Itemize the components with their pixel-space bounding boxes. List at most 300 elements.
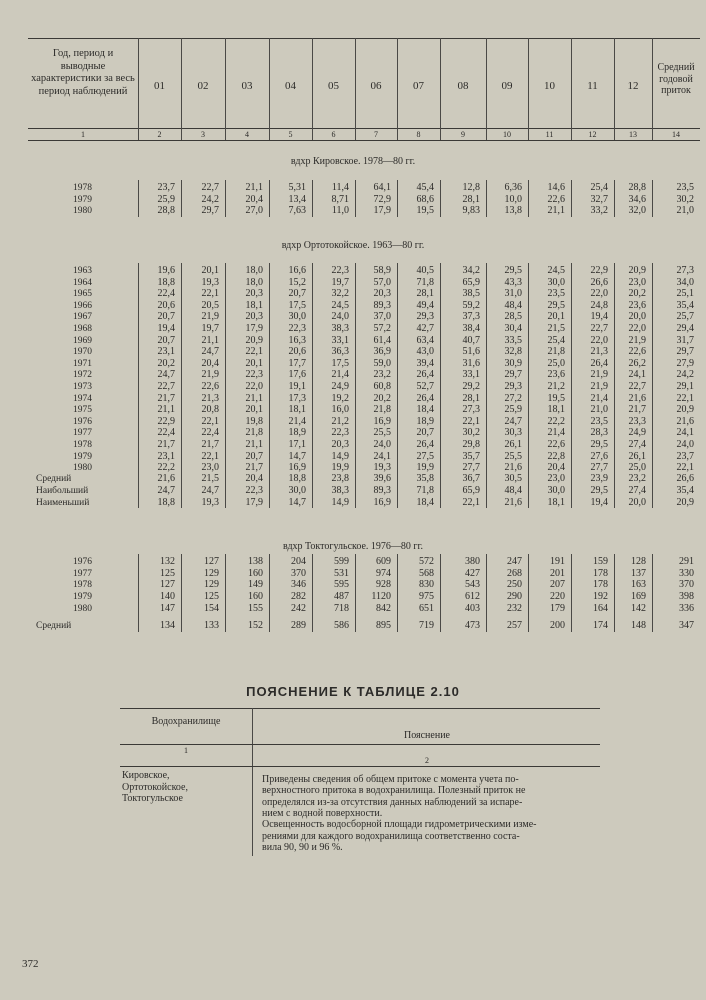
note-col1-num: 1: [184, 746, 188, 755]
row-year-label: 1968: [73, 324, 92, 334]
note-reservoir-name: Ортотокойское,: [122, 781, 188, 793]
summary-cell: 23,2: [628, 473, 646, 484]
table-cell: 48,4: [504, 299, 522, 311]
table-cell: 191: [550, 556, 565, 567]
table-cell: 27,9: [676, 357, 694, 369]
table-cell: 22,0: [590, 288, 608, 300]
table-cell: 22,4: [201, 427, 219, 439]
table-cell: 19,9: [331, 462, 349, 474]
column-number: 10: [503, 130, 511, 139]
table-cell: 29,4: [676, 323, 694, 334]
table-cell: 13,8: [504, 205, 522, 216]
summary-cell: 22,1: [462, 496, 480, 508]
table-cell: 18,0: [245, 276, 263, 288]
table-cell: 609: [376, 556, 391, 567]
table-cell: 21,4: [590, 392, 608, 404]
table-cell: 18,4: [416, 404, 434, 416]
header-month: 01: [154, 80, 165, 92]
table-cell: 21,1: [245, 439, 263, 450]
summary-cell: 152: [248, 620, 263, 631]
table-cell: 21,0: [676, 205, 694, 216]
summary-cell: 89,3: [373, 484, 391, 496]
table-cell: 42,7: [416, 323, 434, 334]
table-cell: 127: [204, 556, 219, 567]
table-cell: 178: [593, 579, 608, 591]
table-cell: 57,2: [373, 323, 391, 334]
table-cell: 26,1: [628, 450, 646, 462]
table-cell: 52,7: [416, 381, 434, 392]
table-cell: 17,1: [288, 439, 306, 450]
summary-cell: 39,6: [373, 473, 391, 484]
table-cell: 29,5: [504, 265, 522, 276]
table-cell: 247: [507, 556, 522, 567]
summary-row-label: Средний: [36, 621, 72, 631]
table-cell: 60,8: [373, 381, 391, 392]
table-cell: 22,0: [590, 334, 608, 346]
table-cell: 21,8: [547, 346, 565, 358]
summary-cell: 22,3: [245, 484, 263, 496]
table-cell: 20,3: [331, 439, 349, 450]
section-title: вдхр Ортотокойское. 1963—80 гг.: [281, 240, 425, 251]
table-cell: 23,2: [373, 369, 391, 381]
table-cell: 25,4: [590, 182, 608, 193]
summary-cell: 18,8: [157, 496, 175, 508]
table-cell: 23,1: [157, 450, 175, 462]
table-cell: 34,2: [462, 265, 480, 276]
table-cell: 22,1: [245, 346, 263, 358]
table-cell: 22,3: [331, 427, 349, 439]
table-cell: 22,7: [590, 323, 608, 334]
table-cell: 129: [204, 567, 219, 579]
table-cell: 160: [248, 591, 263, 603]
table-cell: 16,6: [288, 265, 306, 276]
summary-cell: 35,4: [676, 484, 694, 496]
note-num-rule: [120, 766, 600, 767]
table-cell: 842: [376, 602, 391, 614]
table-cell: 28,1: [462, 392, 480, 404]
table-cell: 20,4: [201, 357, 219, 369]
table-cell: 18,1: [288, 404, 306, 416]
row-year-label: 1964: [73, 277, 92, 288]
table-cell: 18,9: [288, 427, 306, 439]
table-cell: 23,5: [547, 288, 565, 300]
summary-cell: 289: [291, 620, 306, 631]
row-year-label: 1975: [73, 405, 92, 416]
table-cell: 21,4: [547, 427, 565, 439]
table-cell: 23,7: [676, 450, 694, 462]
table-cell: 33,1: [331, 334, 349, 346]
summary-cell: 586: [334, 620, 349, 631]
table-cell: 204: [291, 556, 306, 567]
column-number: 4: [245, 130, 249, 139]
row-year-label: 1974: [73, 393, 92, 404]
summary-cell: 38,3: [331, 484, 349, 496]
table-cell: 23,1: [157, 346, 175, 358]
table-cell: 35,4: [676, 299, 694, 311]
table-cell: 58,9: [373, 265, 391, 276]
table-cell: 18,1: [547, 404, 565, 416]
table-cell: 25,7: [676, 311, 694, 323]
table-cell: 370: [679, 579, 694, 591]
table-cell: 242: [291, 602, 306, 614]
note-col2-num: 2: [425, 756, 429, 765]
table-cell: 22,4: [157, 288, 175, 300]
table-cell: 24,7: [157, 369, 175, 381]
table-cell: 29,5: [547, 299, 565, 311]
column-number: 8: [416, 130, 421, 139]
note-header-rule: [120, 744, 600, 745]
table-cell: 34,6: [628, 193, 646, 205]
table-cell: 19,3: [373, 462, 391, 474]
table-cell: 23,0: [201, 462, 219, 474]
table-cell: 346: [291, 579, 306, 591]
table-cell: 31,0: [504, 288, 522, 300]
table-cell: 24,8: [590, 299, 608, 311]
table-cell: 11,4: [331, 182, 349, 193]
table-cell: 20,1: [245, 404, 263, 416]
table-cell: 25,9: [157, 193, 175, 205]
summary-cell: 20,9: [676, 496, 694, 508]
table-cell: 21,8: [245, 427, 263, 439]
table-cell: 398: [679, 591, 694, 603]
table-cell: 20,1: [245, 357, 263, 369]
table-cell: 19,5: [416, 205, 434, 216]
table-cell: 155: [248, 602, 263, 614]
table-cell: 14,7: [288, 450, 306, 462]
header-month: 12: [627, 80, 639, 92]
summary-cell: 24,7: [201, 484, 219, 496]
table-cell: 30,9: [504, 357, 522, 369]
table-cell: 138: [248, 556, 263, 567]
table-cell: 30,0: [288, 311, 306, 323]
table-cell: 22,1: [462, 415, 480, 427]
table-cell: 33,5: [504, 334, 522, 346]
table-cell: 24,9: [331, 381, 349, 392]
table-cell: 65,9: [462, 276, 480, 288]
table-cell: 21,9: [201, 369, 219, 381]
table-cell: 29,5: [590, 439, 608, 450]
table-cell: 20,3: [245, 288, 263, 300]
summary-cell: 21,5: [201, 473, 219, 484]
table-cell: 25,5: [504, 450, 522, 462]
table-cell: 24,9: [628, 427, 646, 439]
table-cell: 24,1: [628, 369, 646, 381]
table-cell: 20,7: [157, 311, 175, 323]
table-cell: 33,2: [590, 205, 608, 216]
row-year-label: 1978: [73, 440, 92, 450]
table-cell: 19,4: [157, 323, 175, 334]
table-cell: 31,6: [462, 357, 480, 369]
summary-cell: 18,8: [288, 473, 306, 484]
table-cell: 40,5: [416, 265, 434, 276]
table-cell: 19,7: [331, 276, 349, 288]
header-period-label: Год, период и выводные характеристики за весь период наблюдений: [31, 48, 135, 97]
row-year-label: 1979: [73, 194, 92, 205]
table-cell: 28,5: [504, 311, 522, 323]
table-cell: 19,7: [201, 323, 219, 334]
table-cell: 23,6: [547, 369, 565, 381]
column-number: 6: [331, 130, 336, 139]
summary-cell: 21,6: [504, 496, 522, 508]
table-cell: 71,8: [416, 276, 434, 288]
note-reservoir-name: Кировское,: [122, 770, 170, 781]
table-cell: 25,1: [676, 288, 694, 300]
table-cell: 9,83: [462, 205, 480, 216]
table-cell: 291: [679, 556, 694, 567]
summary-cell: 20,0: [628, 496, 646, 508]
table-cell: 651: [419, 602, 434, 614]
table-cell: 72,9: [373, 193, 391, 205]
table-cell: 22,4: [157, 427, 175, 439]
table-cell: 26,1: [504, 439, 522, 450]
column-number: 2: [157, 130, 162, 139]
table-cell: 14,6: [547, 182, 565, 193]
table-cell: 11,0: [331, 205, 349, 216]
table-cell: 20,2: [373, 392, 391, 404]
table-cell: 129: [204, 579, 219, 591]
column-number: 3: [201, 130, 205, 139]
table-cell: 21,6: [504, 462, 522, 474]
table-cell: 21,1: [245, 182, 263, 193]
table-cell: 142: [631, 602, 646, 614]
section-title: вдхр Токтогульское. 1976—80 гг.: [282, 541, 424, 552]
summary-cell: 19,4: [590, 496, 608, 508]
header-month: 10: [544, 80, 555, 92]
table-cell: 26,4: [416, 392, 434, 404]
header-month: 02: [197, 80, 209, 92]
summary-cell: 174: [593, 620, 608, 631]
table-cell: 20,7: [245, 450, 263, 462]
note-reservoir-name: Токтогульское: [122, 793, 183, 804]
table-cell: 26,6: [590, 276, 608, 288]
table-cell: 370: [291, 567, 306, 579]
table-cell: 24,0: [331, 311, 349, 323]
summary-cell: 895: [376, 620, 391, 631]
column-number: 9: [461, 130, 465, 139]
table-cell: 25,9: [504, 404, 522, 416]
header-bottom-rule: [28, 128, 700, 129]
table-cell: 16,0: [331, 404, 349, 416]
table-cell: 59,2: [462, 299, 480, 311]
table-cell: 975: [419, 591, 434, 603]
table-cell: 19,5: [547, 392, 565, 404]
table-cell: 37,3: [462, 311, 480, 323]
table-cell: 127: [160, 579, 175, 591]
table-cell: 192: [593, 591, 608, 603]
table-cell: 20,3: [245, 311, 263, 323]
note-text-line: Приведены сведения об общем притоке с момента учета по-: [262, 774, 519, 785]
header-col-divider: [652, 38, 653, 140]
table-cell: 201: [550, 567, 565, 579]
table-cell: 49,4: [416, 299, 434, 311]
table-cell: 15,2: [288, 276, 306, 288]
row-year-label: 1966: [73, 300, 92, 311]
table-cell: 30,2: [676, 193, 694, 205]
table-cell: 30,2: [462, 427, 480, 439]
table-cell: 21,0: [590, 404, 608, 416]
table-cell: 24,0: [676, 439, 694, 450]
table-cell: 1120: [371, 591, 391, 603]
summary-cell: 133: [204, 620, 219, 631]
table-cell: 22,3: [331, 265, 349, 276]
table-cell: 27,2: [504, 392, 522, 404]
summary-row-label: Средний: [36, 474, 72, 484]
note-col2-header: Пояснение: [403, 730, 450, 741]
table-cell: 250: [507, 579, 522, 591]
row-year-label: 1976: [73, 557, 92, 567]
table-cell: 20,2: [157, 357, 175, 369]
table-cell: 7,63: [288, 205, 306, 216]
table-cell: 24,2: [676, 369, 694, 381]
row-year-label: 1980: [73, 603, 92, 614]
table-cell: 21,7: [245, 462, 263, 474]
summary-cell: 14,9: [331, 496, 349, 508]
table-cell: 17,5: [331, 357, 349, 369]
table-cell: 27,5: [416, 450, 434, 462]
table-cell: 64,1: [373, 182, 391, 193]
row-year-label: 1970: [73, 347, 92, 358]
table-cell: 24,0: [373, 439, 391, 450]
summary-cell: 26,6: [676, 473, 694, 484]
table-cell: 29,2: [462, 381, 480, 392]
table-cell: 21,9: [590, 369, 608, 381]
summary-cell: 16,9: [373, 496, 391, 508]
summary-cell: 36,7: [462, 473, 480, 484]
table-cell: 178: [593, 567, 608, 579]
table-cell: 22,2: [157, 462, 175, 474]
table-cell: 22,6: [628, 346, 646, 358]
row-year-label: 1977: [73, 568, 92, 579]
table-cell: 18,1: [245, 299, 263, 311]
table-cell: 160: [248, 567, 263, 579]
header-month: 11: [587, 80, 598, 92]
table-cell: 125: [160, 567, 175, 579]
table-cell: 21,1: [547, 205, 565, 216]
table-cell: 19,3: [201, 276, 219, 288]
summary-cell: 23,8: [331, 473, 349, 484]
summary-cell: 257: [507, 620, 522, 631]
table-cell: 330: [679, 567, 694, 579]
table-cell: 59,0: [373, 357, 391, 369]
note-top-rule: [120, 708, 600, 709]
table-cell: 31,7: [676, 334, 694, 346]
table-cell: 32,8: [504, 346, 522, 358]
column-number: 14: [672, 130, 680, 139]
summary-row-label: Наибольший: [36, 485, 89, 496]
table-cell: 38,4: [462, 323, 480, 334]
note-text-line: рениями для каждого водохранилища соответственно соста-: [262, 830, 520, 842]
table-cell: 268: [507, 567, 522, 579]
table-cell: 22,0: [245, 381, 263, 392]
column-number: 1: [81, 130, 85, 139]
table-cell: 290: [507, 591, 522, 603]
row-year-label: 1980: [73, 206, 92, 216]
table-cell: 22,3: [288, 323, 306, 334]
table-cell: 32,2: [331, 288, 349, 300]
summary-cell: 23,0: [547, 473, 565, 484]
note-text-line: определялся из-за отсутствия данных наблюдений за испаре-: [262, 796, 523, 808]
summary-cell: 48,4: [504, 484, 522, 496]
table-cell: 20,5: [201, 299, 219, 311]
note-col1-header: Водохранилище: [151, 716, 221, 727]
header-month: 06: [370, 80, 382, 92]
table-cell: 22,1: [201, 288, 219, 300]
table-cell: 23,5: [676, 182, 694, 193]
table-cell: 543: [465, 579, 480, 591]
table-cell: 36,3: [331, 346, 349, 358]
table-cell: 29,7: [504, 369, 522, 381]
header-month: 08: [457, 80, 469, 92]
summary-cell: 719: [419, 620, 434, 631]
table-cell: 137: [631, 567, 646, 579]
table-cell: 20,0: [628, 311, 646, 323]
summary-cell: 20,4: [245, 473, 263, 484]
table-cell: 16,3: [288, 334, 306, 346]
table-cell: 147: [160, 602, 175, 614]
table-cell: 22,0: [628, 323, 646, 334]
table-cell: 24,7: [504, 415, 522, 427]
table-cell: 232: [507, 602, 522, 614]
column-number: 13: [629, 130, 637, 139]
summary-cell: 200: [550, 620, 565, 631]
table-cell: 20,9: [628, 265, 646, 276]
table-cell: 28,1: [416, 288, 434, 300]
table-cell: 20,7: [157, 334, 175, 346]
summary-cell: 30,5: [504, 473, 522, 484]
table-cell: 169: [631, 591, 646, 603]
table-cell: 24,2: [201, 193, 219, 205]
table-cell: 207: [550, 579, 565, 591]
table-cell: 29,7: [676, 346, 694, 358]
table-cell: 595: [334, 579, 349, 591]
table-cell: 12,8: [462, 182, 480, 193]
table-cell: 149: [248, 579, 263, 591]
row-year-label: 1978: [73, 580, 92, 591]
table-cell: 23,3: [628, 415, 646, 427]
table-cell: 163: [631, 579, 646, 591]
table-cell: 599: [334, 556, 349, 567]
table-cell: 16,9: [288, 462, 306, 474]
summary-cell: 71,8: [416, 484, 434, 496]
table-cell: 21,9: [590, 381, 608, 392]
table-cell: 20,9: [245, 334, 263, 346]
summary-cell: 347: [679, 620, 694, 631]
table-cell: 22,1: [201, 415, 219, 427]
table-cell: 380: [465, 556, 480, 567]
note-title: ПОЯСНЕНИЕ К ТАБЛИЦЕ 2.10: [246, 684, 460, 699]
summary-row-label: Наименьший: [36, 497, 90, 508]
table-cell: 612: [465, 591, 480, 603]
table-cell: 23,6: [628, 299, 646, 311]
table-cell: 572: [419, 556, 434, 567]
row-year-label: 1972: [73, 370, 92, 381]
summary-cell: 18,1: [547, 496, 565, 508]
summary-cell: 23,9: [590, 473, 608, 484]
table-cell: 25,0: [628, 462, 646, 474]
summary-cell: 27,4: [628, 484, 646, 496]
table-cell: 20,2: [628, 288, 646, 300]
table-cell: 43,0: [416, 346, 434, 358]
table-cell: 19,9: [416, 462, 434, 474]
table-cell: 27,6: [590, 450, 608, 462]
table-cell: 974: [376, 567, 391, 579]
table-cell: 51,6: [462, 346, 480, 358]
table-cell: 154: [204, 602, 219, 614]
table-cell: 26,4: [416, 439, 434, 450]
table-cell: 22,7: [201, 182, 219, 193]
header-month: 07: [413, 80, 424, 92]
summary-cell: 14,7: [288, 496, 306, 508]
